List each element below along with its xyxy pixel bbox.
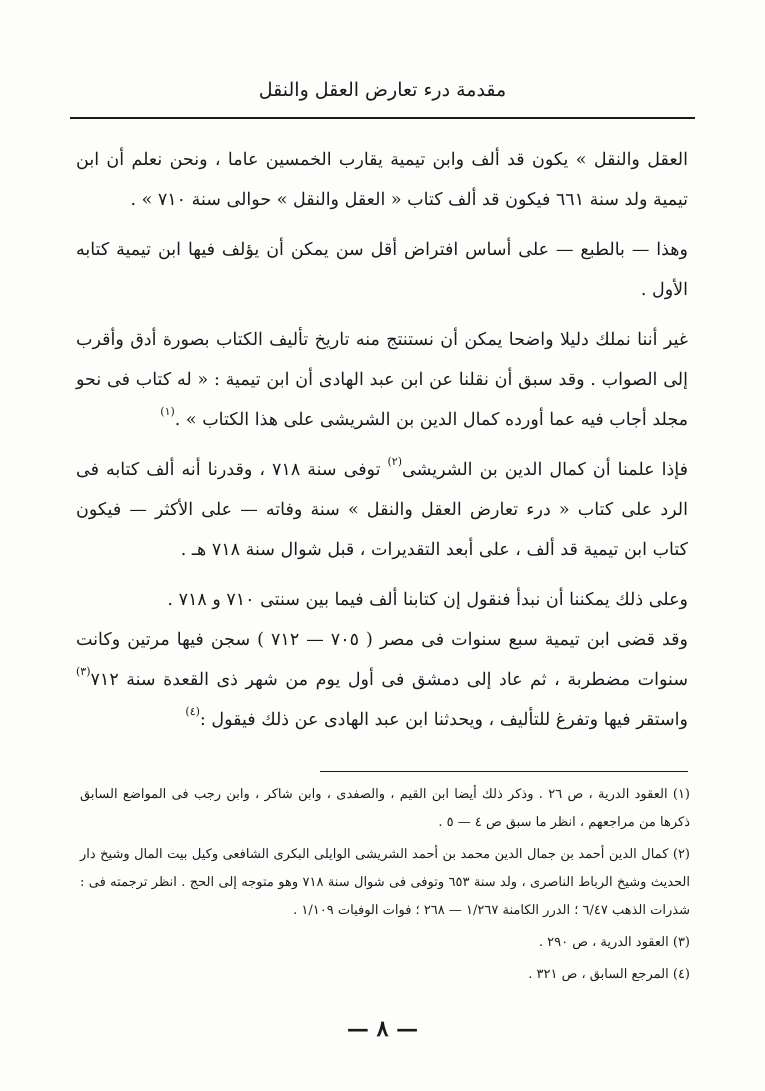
footnote-4: (٤) المرجع السابق ، ص ٣٢١ . xyxy=(528,967,690,982)
footnote-3: (٣) العقود الدرية ، ص ٢٩٠ . xyxy=(538,935,690,950)
paragraph-6-text-2: واستقر فيها وتفرغ للتأليف ، ويحدثنا ابن عبد الهادى عن ذلك فيقول : xyxy=(199,710,688,730)
paragraph-1: العقل والنقل » يكون قد ألف وابن تيمية يقارب الخمسين عاما ، ونحن نعلم أن ابن تيمية ولد سنة ٦٦١ فيكون قد ألف كتاب « العقل والنقل » حوالى سنة ٧١٠ » . xyxy=(76,150,688,210)
paragraph-3 xyxy=(76,320,688,440)
footnote-1: (١) العقود الدرية ، ص ٢٦ . وذكر ذلك أيضا ابن القيم ، والصفدى ، وابن شاكر ، وابن رجب فى المواضع السابق ذكرها من مراجعهم ، انظر ما سبق ص ٤ — ٥ . xyxy=(80,787,690,830)
footnote-marker-4: (٤) xyxy=(185,705,200,719)
page-number: — ٨ — xyxy=(346,1016,419,1042)
footnote-rule xyxy=(320,771,688,772)
paragraph-4-after: توفى سنة ٧١٨ ، وقدرنا أنه ألف كتابه فى الرد على كتاب « درء تعارض العقل والنقل » سنة وفاته — على الأكثر — فيكون كتاب ابن تيمية قد ألف ، على أبعد التقديرات ، قبل شوال سنة ٧١٨ هـ . xyxy=(76,460,688,560)
footnote-2: (٢) كمال الدين أحمد بن جمال الدين محمد بن أحمد الشريشى الوايلى البكرى الشافعى وكيل بيت المال وشيخ دار الحديث وشيخ الرباط الناصرى ، ولد سنة ٦٥٣ وتوفى فى شوال سنة ٧١٨ وهو متوجه إلى الحج . انظر ترجمته فى : شذرات الذهب ٦/٤٧ ؛ الدرر الكامنة ١/٢٦٧ — ٢٦٨ ؛ فوات الوفيات ١/١٠٩ . xyxy=(80,847,691,918)
running-header: مقدمة درء تعارض العقل والنقل xyxy=(258,79,507,101)
footnote-marker-3: (٣) xyxy=(76,665,91,679)
paragraph-4 xyxy=(76,450,688,570)
paragraph-3-text: غير أننا نملك دليلا واضحا يمكن أن نستنتج منه تاريخ تأليف الكتاب بصورة أدق وأقرب إلى الصواب . وقد سبق أن نقلنا عن ابن عبد الهادى أن ابن تيمية : « له كتاب فى نحو مجلد أجاب فيه عما أورده كمال الدين بن الشريشى على هذا الكتاب » . xyxy=(76,330,688,430)
body-text xyxy=(76,140,688,750)
footnotes xyxy=(80,781,690,993)
paragraph-6 xyxy=(76,620,688,740)
paragraph-6-text-1: وقد قضى ابن تيمية سبع سنوات فى مصر ( ٧٠٥ — ٧١٢ ) سجن فيها مرتين وكانت سنوات مضطربة ، ثم عاد إلى دمشق فى أول يوم من شهر ذى القعدة سنة ٧١٢ xyxy=(76,630,688,690)
paragraph-2: وهذا — بالطبع — على أساس افتراض أقل سن يمكن أن يؤلف فيها ابن تيمية كتابه الأول . xyxy=(76,240,688,300)
header-rule xyxy=(70,117,695,119)
paragraph-5: وعلى ذلك يمكننا أن نبدأ فنقول إن كتابنا ألف فيما بين سنتى ٧١٠ و ٧١٨ . xyxy=(167,590,688,610)
footnote-marker-2: (٢) xyxy=(387,455,403,469)
paragraph-4-before: فإذا علمنا أن كمال الدين بن الشريشى xyxy=(402,460,688,480)
footnote-marker-1: (١) xyxy=(160,405,175,419)
